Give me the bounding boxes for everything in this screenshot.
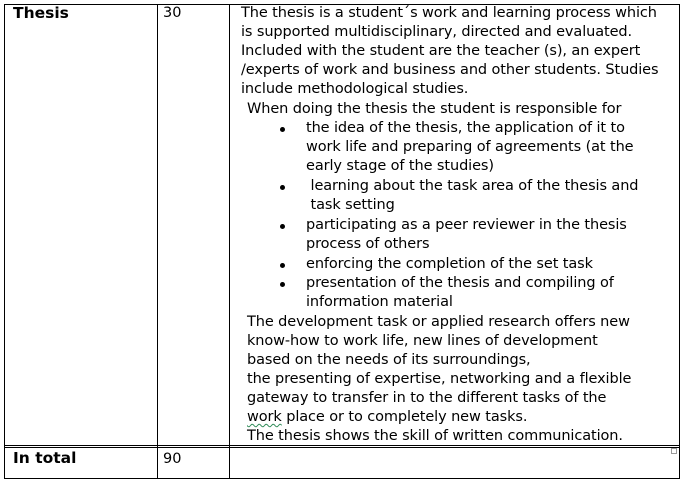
bullet-line: work life and preparing of agreements (at the <box>306 139 634 155</box>
development-line: The development task or applied research offers new <box>247 314 630 330</box>
bullet-line: information material <box>306 294 453 310</box>
development-line: know-how to work life, new lines of development <box>247 333 598 349</box>
bullet-line: the idea of the thesis, the application of it to <box>306 120 625 136</box>
column-divider-1 <box>157 4 158 479</box>
bullet-line: participating as a peer reviewer in the thesis <box>306 217 627 233</box>
description-line: Included with the student are the teacher (s), an expert <box>241 43 641 59</box>
description-line: The thesis is a student´s work and learning process which <box>241 5 657 21</box>
table-left-border <box>4 4 5 479</box>
column-divider-2 <box>229 4 230 479</box>
bullet-icon <box>280 263 285 268</box>
description-line: include methodological studies. <box>241 81 469 97</box>
bullet-line: task setting <box>306 197 395 213</box>
development-line: the presenting of expertise, networking and a flexible <box>247 371 632 387</box>
table-bottom-border <box>4 478 680 479</box>
bullet-line: process of others <box>306 236 430 252</box>
bullet-icon <box>280 224 285 229</box>
development-line-last <box>247 408 527 427</box>
bullet-line: learning about the task area of the thesis and <box>306 178 639 194</box>
description-line: /experts of work and business and other students. Studies <box>241 62 659 78</box>
closing-line: The thesis shows the skill of written communication. <box>247 428 623 444</box>
curriculum-table <box>4 4 680 479</box>
spellcheck-word: work <box>247 409 282 425</box>
development-line: gateway to transfer in to the different tasks of the <box>247 390 607 406</box>
bullet-line: early stage of the studies) <box>306 158 494 174</box>
total-label: In total <box>13 449 77 467</box>
bullet-line: presentation of the thesis and compiling of <box>306 275 614 291</box>
course-credits-thesis: 30 <box>163 5 182 21</box>
development-line: based on the needs of its surroundings, <box>247 352 531 368</box>
row-divider-inner <box>4 447 680 448</box>
table-right-border <box>679 4 680 479</box>
bullet-icon <box>280 185 285 190</box>
bullet-icon <box>280 282 285 287</box>
bullet-icon <box>280 127 285 132</box>
bullet-line: enforcing the completion of the set task <box>306 256 593 272</box>
responsibility-intro: When doing the thesis the student is responsible for <box>247 101 622 117</box>
development-line-rest: place or to completely new tasks. <box>281 409 528 425</box>
total-credits: 90 <box>163 451 182 467</box>
description-line: is supported multidisciplinary, directed and evaluated. <box>241 24 633 40</box>
cell-end-marker-icon <box>671 448 677 454</box>
course-title-thesis: Thesis <box>13 4 69 22</box>
